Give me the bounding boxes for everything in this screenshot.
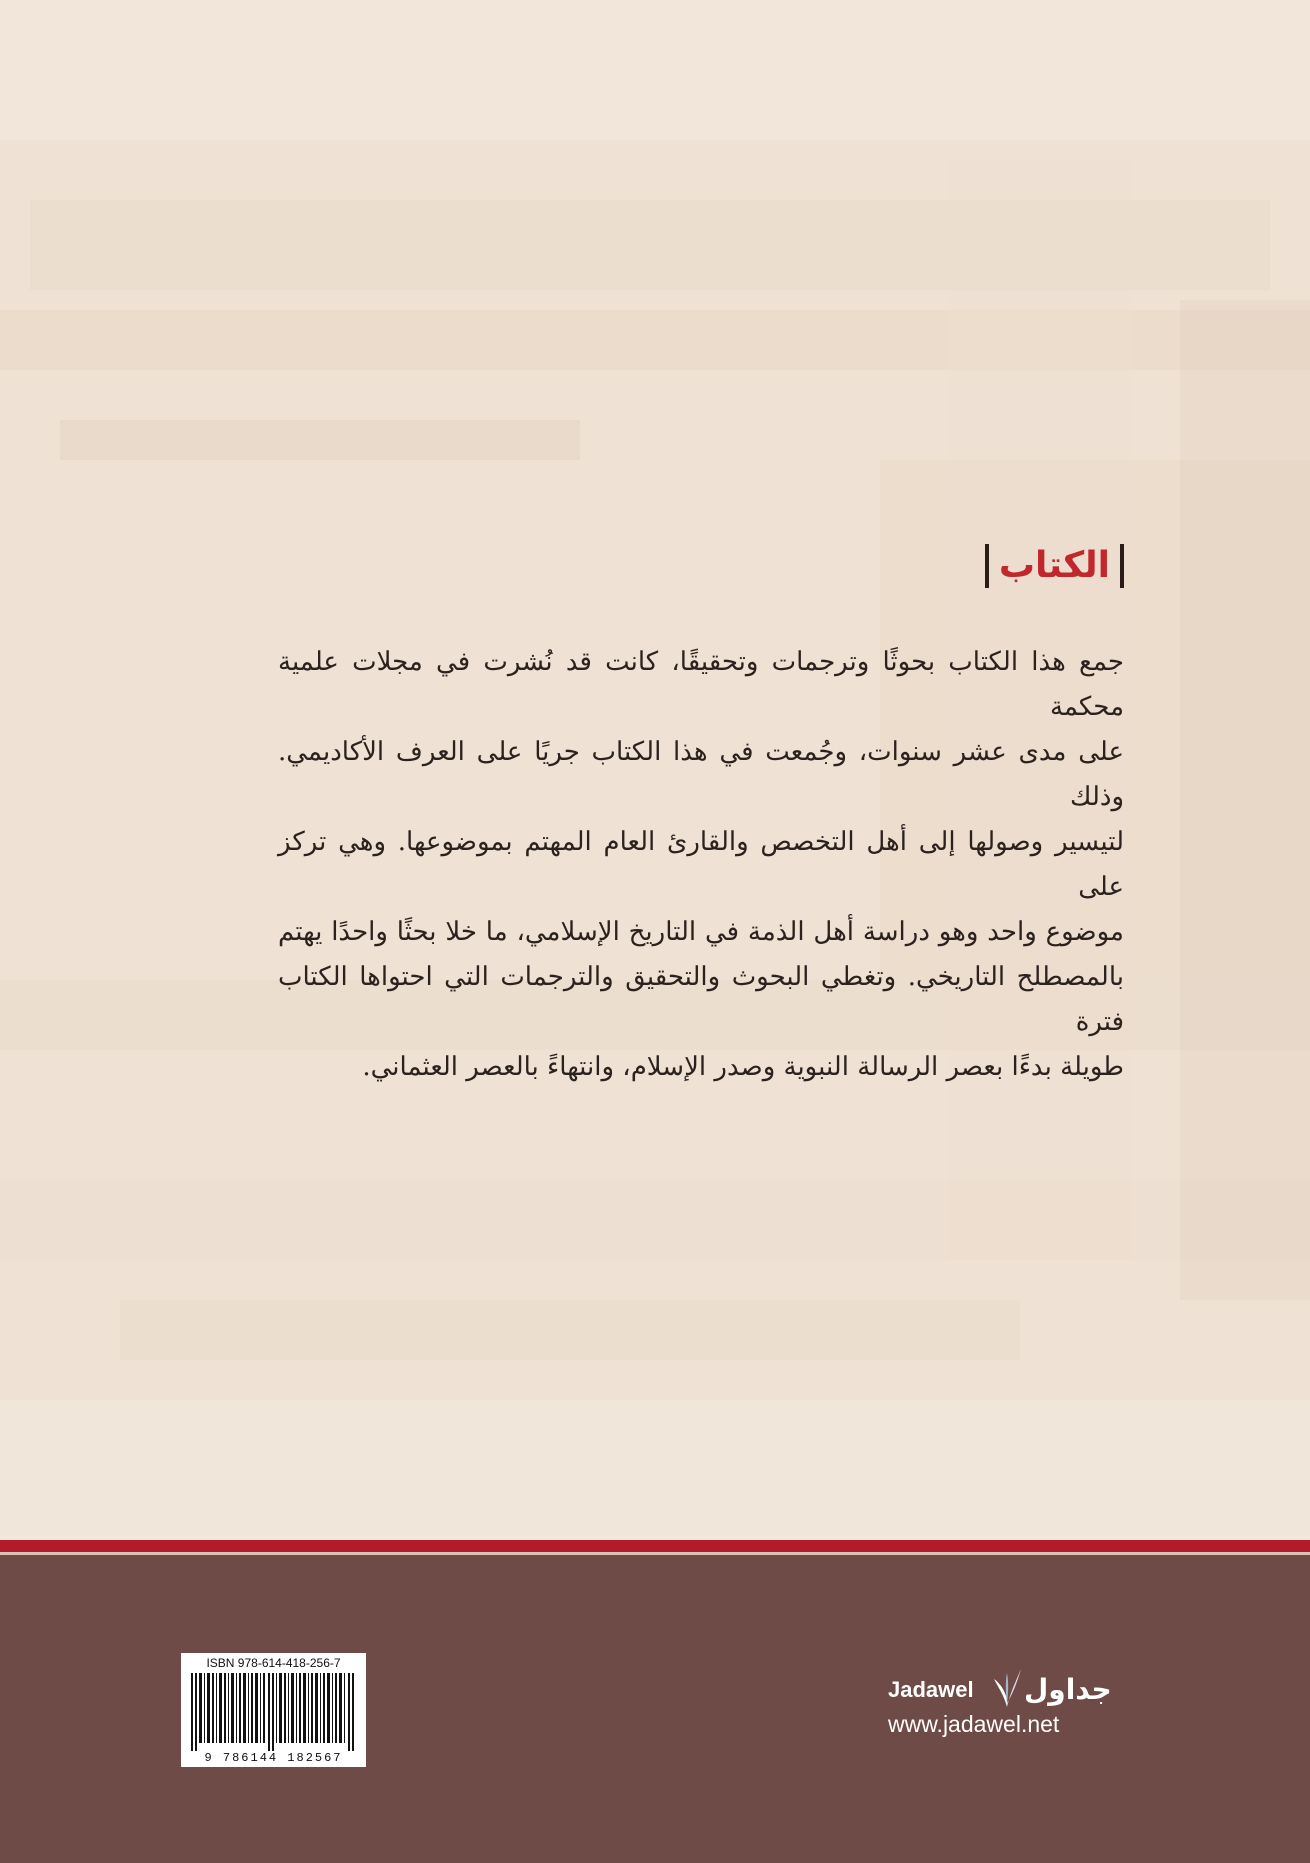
description-line: بالمصطلح التاريخي. وتغطي البحوث والتحقيق والترجمات التي احتواها الكتاب فترة: [278, 962, 1124, 1037]
description-line: جمع هذا الكتاب بحوثًا وترجمات وتحقيقًا، كانت قد نُشرت في مجلات علمية محكمة: [278, 647, 1124, 722]
publisher-name-latin: Jadawel: [888, 1677, 974, 1702]
barcode-digits: 9 786144 182567: [204, 1751, 343, 1765]
section-heading: [985, 544, 1124, 588]
book-description: [278, 640, 1124, 1090]
publisher-name-arabic: جداول: [1024, 1673, 1112, 1706]
heading-bar-left: [985, 544, 989, 588]
publisher-website: www.jadawel.net: [888, 1711, 1060, 1737]
description-line: على مدى عشر سنوات، وجُمعت في هذا الكتاب جريًا على العرف الأكاديمي. وذلك: [278, 737, 1124, 812]
publisher-logo: [888, 1665, 1128, 1755]
logo-row: [888, 1665, 1128, 1717]
barcode-icon: [189, 1673, 358, 1751]
description-line: موضوع واحد وهو دراسة أهل الذمة في التاريخ الإسلامي، ما خلا بحثًا واحدًا يهتم: [278, 917, 1124, 947]
isbn-text: ISBN 978-614-418-256-7: [206, 1656, 341, 1670]
heading-text: الكتاب: [998, 545, 1110, 586]
description-line: لتيسير وصولها إلى أهل التخصص والقارئ العام المهتم بموضوعها. وهي تركز على: [278, 827, 1124, 902]
barcode-label: [181, 1653, 366, 1767]
description-line: طويلة بدءًا بعصر الرسالة النبوية وصدر الإسلام، وانتهاءً بالعصر العثماني.: [362, 1052, 1124, 1082]
heading-bar-right: [1120, 544, 1124, 588]
red-stripe: [0, 1540, 1310, 1552]
leaf-icon: [990, 1665, 1024, 1709]
